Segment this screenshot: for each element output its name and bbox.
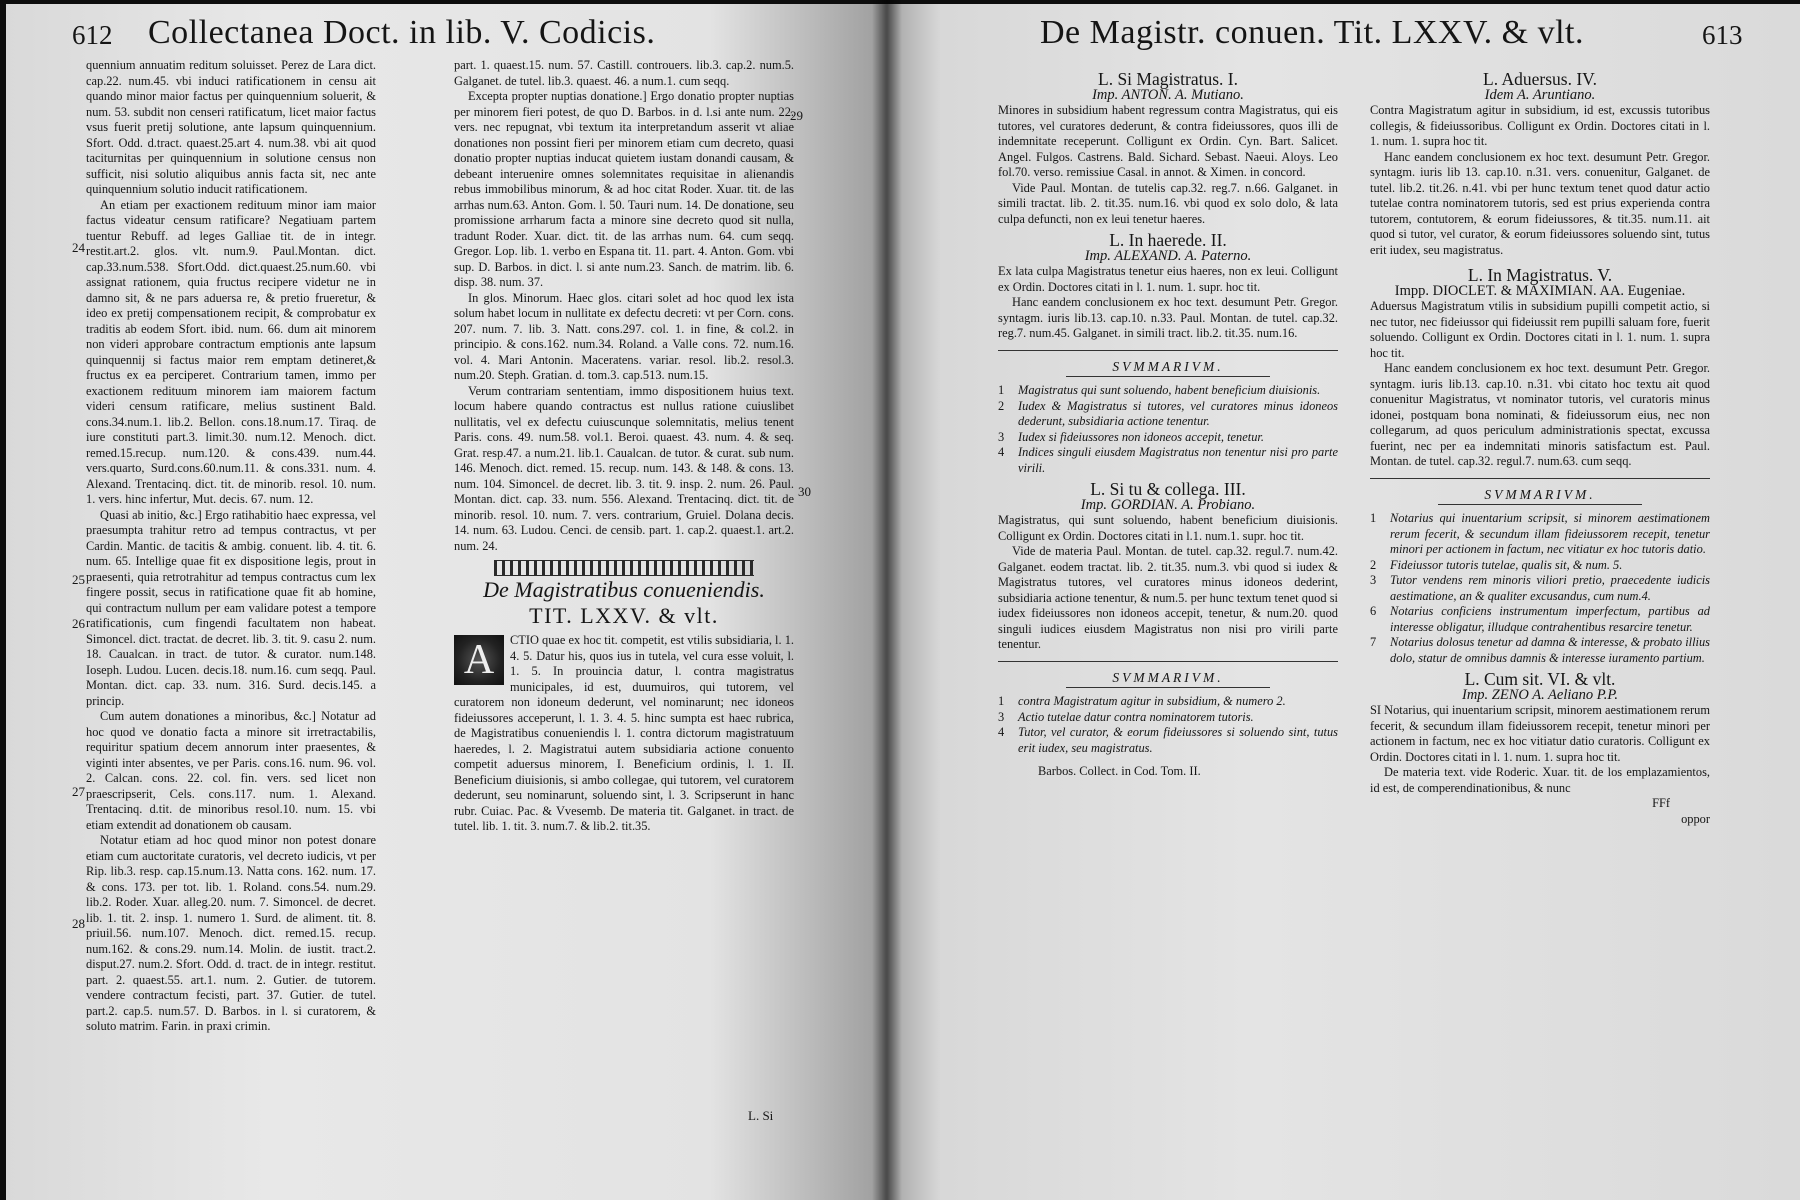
rule	[1438, 504, 1642, 505]
summary-item: 6 Notarius conficiens instrumentum imperfectum, partibus ad interesse obligatur, illudque contrahentibus resarcire tenetur.	[1370, 604, 1710, 634]
right-column-1	[998, 69, 1338, 780]
paragraph: Ex lata culpa Magistratus tenetur eius haeres, non ex leui. Colligunt ex Ordin. Doctores citati in l. 1. num. 1. supr. hoc tit.	[998, 264, 1338, 294]
margin-number: 30	[798, 484, 811, 499]
summary-label: SVMMARIVM.	[1484, 486, 1596, 502]
summary-item: 3 Iudex si fideiussores non idoneos accepit, tenetur.	[998, 429, 1264, 444]
paragraph: Notatur etiam ad hoc quod minor non potest donare etiam cum auctoritate curatoris, vel decreto iudicis, vt per Rip. lib.3. resp. cap.15.num.13. Natta cons. 162. num. 17. & cons. 173. per tot. lib. 1. Roland. cons.54. num.29. lib.2. Roder. Xuar. alleg.20. num. 7. Simoncel. de decret. lib. 1. tit. 2. insp. 1. numero 1. Surd. de aliment. tit. 8. priuil.56. num.107. Menoch. dict. remed.15. recup. num.162. & cons.29. num.14. Molin. de iustit. tract.2. disput.27. num.2. Sfort. Odd. d. tract. de in integr. restitut. part. 2. quaest.55. art.1. num. 2. Gutier. de tutorem. vendere contractum fecisti, part. 37. Gutier. de tutel. part.2. cap.5. num.57. D. Barbos. in l. si curatorem, & soluto matrim. Farin. in praxi crimin.	[86, 833, 376, 1033]
summary-item: 7 Notarius dolosus tenetur ad damna & interesse, & probato illius dolo, statur de omnibus damnis & interesse iuramento partium.	[1370, 635, 1710, 665]
paragraph: Vide Paul. Montan. de tutelis cap.32. reg.7. n.66. Galganet. in simili tractat. lib. 2. tit.35. num.16. vbi quod ex solo dolo, & lata culpa defuncti, non ex leui tenetur haeres.	[998, 180, 1338, 226]
right-page	[886, 4, 1800, 1200]
ornament-divider	[494, 560, 754, 576]
right-column-2	[1370, 69, 1710, 827]
paragraph: Hanc eandem conclusionem ex hoc text. desumunt Petr. Gregor. syntagm. iuris lib 13. cap.10. n.31. vers. conuenitur, Galganet. de tutel. lib.2. tit.26. n.41. vbi per hunc textum tenet quod datur actio tutelae contra nominatorem tutoris, sed est prius experienda contra tutorem, contutorem, & eorum fideiussores, & tit.35. num.11. ait quod si tutor, vel curator, & eorum fideiussores soluendo sint, tutus erit iudex, seu magistratus.	[1370, 149, 1710, 257]
section-title: L. In Magistratus. V.	[1467, 265, 1613, 285]
rule	[998, 661, 1338, 662]
paragraph: Contra Magistratum agitur in subsidium, id est, excussis tutoribus collegis, & fideiussoribus. Colligunt ex Ordin. Doctores citati in l. 1. num. 1. supra hoc tit.	[1370, 103, 1710, 148]
summary-item: 1 Notarius qui inuentarium scripsit, si minorem aestimationem rerum fecerit, & secundum illam fideiussorem recepit, tenetur minori per actionem in factum, nec vitiatur ex hoc tutoris datio.	[1370, 511, 1710, 556]
left-column-2	[454, 58, 794, 835]
paragraph: In glos. Minorum. Haec glos. citari solet ad hoc quod lex ista solum habet locum in nullitate ex defectu decreti: vt per Corn. cons. 207. num. 7. lib. 3. Natt. cons.297. col. 1. in fine, & col.2. in principio. & cons.162. num.34. Roland. a Valle cons. 72. num.16. vol. 4. Mari Antonin. Maceratens. variar. resol. lib.2. resol.3. num.20. Steph. Gratian. d. tom.3. cap.513. num.15.	[454, 290, 794, 382]
section-title: L. In haerede. II.	[1109, 230, 1227, 250]
paragraph: Minores in subsidium habent regressum contra Magistratus, qui eis tutores, vel curatores dederunt, & contra fideiussores, quos illi de indemnitate receperunt. Colligunt ex Ordin. Cyn. Bart. Salicet. Angel. Fulgos. Castrens. Bald. Sichard. Sebast. Naeui. Aloys. Leo fol.70. verso. remissiue Casal. in annot. & Ximen. in concord.	[998, 103, 1338, 179]
emperor-line: Impp. DIOCLET. & MAXIMIAN. AA. Eugeniae.	[1394, 282, 1686, 299]
summary-item: 3 Tutor vendens rem minoris viliori pretio, praecedente iudicis aestimatione, an & qualiter excusandus, cum num.4.	[1370, 573, 1710, 603]
margin-number: 27	[72, 784, 85, 799]
title-heading: De Magistratibus conueniendis.	[483, 577, 765, 602]
margin-number: 26	[72, 616, 85, 631]
title-text-body: CTIO quae ex hoc tit. competit, est vtilis subsidiaria, l. 1. 4. 5. Datur his, quos ius in tutela, vel cura esse voluit, l. 1. 5. In prouincia datur, l. contra magistratus municipales, id est, duumuiros, qui tutorem, vel curatorem non idoneum dederunt, vel nominarunt; nec idoneos fideiussores acceperunt, l. 1. 3. 4. 5. hinc sumpta est haec rubrica, de Magistratibus conueniendis l. 1. contra dictorum magistratuum haeredes, l. 2. Magistratui autem subsidiaria actione conuento competit aduersus minorem, I. Beneficium ordinis, l. 1. II. Beneficium diuisionis, si ambo collegae, qui tutorem, vel curatorem dederunt, seu nominarunt, soluendo sint, l. 3. Scripserunt in hanc rubr. Cuiac. Pac. & Vvesemb. De materia tit. Galganet. in tract. de tutel. lib. 1. tit. 3. num.7. & lib.2. tit.35.	[454, 633, 794, 833]
summary-item: 2 Fideiussor tutoris tutelae, qualis sit, & num. 5.	[1370, 557, 1623, 572]
paragraph: Hanc eandem conclusionem ex hoc text. desumunt Petr. Gregor. syntagm. iuris lib.13. cap.10. n.31. vbi citato hoc textu ait quod conuenitur Magistratus, vt nominator tutoris, vel curatoris minus idonei, postquam bona nominati, & fideiussorum eius, nec non collegarum, ad quos periculum administrationis spectat, excussa fuerint, nec per ea indemnitati minoris satisfactum est. Paul. Montan. de tutel. cap.32. regul.7. num.63. cum seqq.	[1370, 361, 1710, 468]
paragraph: Verum contrariam sententiam, immo dispositionem huius text. locum habere quando contractus est nullus ratione cuiuslibet nullitatis, vel ex defectu cuiuscunque solemnitatis, melius tenent Paris. cons. 49. num.58. vol.1. Beroi. quaest. 43. num. 4. & seq. Grat. resp.47. a num.21. lib.1. Caualcan. de tutor. & curat. sub num. 146. Menoch. dict. remed. 15. recup. num. 143. & 148. & cons. 13. num. 104. Simoncel. de decret. lib. 3. tit. 9. insp. 2. num. 26. Paul. Montan. dict. cap. 33. num. 556. Alexand. Trentacinq. dict. tit. de minorib. resol. 10. num. 7. vers. contrarium, Gruiel. Dolana decis. 14. num. 63. Ludou. Cenci. de censib. part. 1. cap.2. quaest.1. art.2. num. 24.	[454, 383, 794, 553]
paragraph: An etiam per exactionem redituum minor iam maior factus videatur censum ratificare? Negatiuam partem tuentur Rebuff. ad leges Galliae tit. de in integr. restit.art.2. glos. vlt. num.9. Paul.Montan. dict. cap.33.num.538. Sfort.Odd. dict.quaest.25.num.60. vbi assignat rationem, quia fructus recipere videtur ne in damno sit, & ne pars aduersa re, & pretio frueretur, & ideo ex pretij compensationem recipit, & comprobatur ex traditis ab eodem Sfort. ibid. num. 66. dum ait minorem non videri approbare contractum emptionis ante lapsum quinquennij si factus maior rem emptam detineret,& fructus ex ea perciperet. Contrarium tamen, immo per exactionem redituum minorem iam maiorem factum videri censum ratificare, melius sustinent Bald. cons.34.num.1. lib.2. Bellon. cons.18.num.17. Tiraq. de iure constituti part.3. limit.30. num.12. Menoch. dict. remed.15.recup. num.120. & cons.439. num.44. vers.quarto, Surd.cons.60.num.11. & cons.331. num. 4. Alexand. Trentacinq. dict. tit. de minorib. resol. 10. num. 1. vers. hinc infertur, Mut. decis. 67. num. 12.	[86, 197, 376, 506]
catchword: oppor	[1681, 811, 1710, 826]
margin-number: 25	[72, 572, 85, 587]
summary-item: 3 Actio tutelae datur contra nominatorem tutoris.	[998, 709, 1254, 724]
summary-item: 1 Magistratus qui sunt soluendo, habent beneficium diuisionis.	[998, 383, 1321, 397]
rule	[1066, 376, 1270, 377]
rule	[1370, 478, 1710, 479]
paragraph: De materia text. vide Roderic. Xuar. tit. de los emplazamientos, id est, de comperendinationibus, & nunc	[1370, 765, 1710, 795]
paragraph: Cum autem donationes a minoribus, &c.] Notatur ad hoc quod ve donatio facta a minore sit irretractabilis, requiritur spatium decem annorum inter praesentes, & viginti inter absentes, ve per Paris. cons.16. num. 96. vol. 2. Calcan. cons. 22. col. fin. vers. sed licet non praescripserit, Cels. cons.117. num. 1. Alexand. Trentacinq. d.tit. de minoribus resol.10. num. 15. vbi etiam extendit ad donationem ob causam.	[86, 709, 376, 832]
margin-number: 28	[72, 916, 85, 931]
summary-item: 4 Tutor, vel curator, & eorum fideiussores si soluendo sint, tutus erit iudex, seu magistratus.	[998, 725, 1338, 755]
summary-item: 1 contra Magistratum agitur in subsidium, & numero 2.	[998, 694, 1286, 708]
summary-label: SVMMARIVM.	[1112, 358, 1224, 374]
section-title: L. Aduersus. IV.	[1483, 69, 1597, 89]
paragraph: part. 1. quaest.15. num. 57. Castill. controuers. lib.3. cap.2. num.5. Galganet. de tutel. lib.3. quaest. 46. a num.1. cum seqq.	[454, 58, 794, 88]
title-text	[454, 633, 794, 835]
margin-number: 24	[72, 240, 85, 255]
emperor-line: Imp. ALEXAND. A. Paterno.	[1084, 247, 1252, 264]
left-page-number: 612	[72, 20, 113, 50]
left-column-1	[86, 58, 376, 1035]
rule	[1066, 687, 1270, 688]
paragraph: Magistratus, qui sunt soluendo, habent beneficium diuisionis. Colligunt ex Ordin. Doctores citati in l.1. num.1. supr. hoc tit.	[998, 513, 1338, 543]
margin-number: 29	[790, 108, 803, 123]
signature-mark: FFf	[1652, 796, 1670, 810]
right-running-head: De Magistr. conuen. Tit. LXXV. & vlt.	[1040, 14, 1584, 51]
catchword: L. Si	[748, 1108, 774, 1123]
title-number: TIT. LXXV. & vlt.	[529, 602, 719, 628]
paragraph: Excepta propter nuptias donatione.] Ergo donatio propter nuptias per minorem fieri potest, de quo D. Barbos. in d. l.si ante num. 22. vers. nec repugnat, vbi textum ita interpretandum asserit vt aliae donationes non possint fieri per minorem etiam cum decreto, quasi donatio propter nuptias inducat quietem iustam donandi causam, & debeant interuenire omnes solemnitates requisitae in alienandis rebus immobilibus minorum, & ad hoc citat Roder. Xuar. tit. de las arrhas num.63. Anton. Gom. l. 50. Tauri num. 14. De donatione, seu promissione arrharum facta a minore sine decreto quod sit nulla, tradunt Roder. Xuar. dict. tit. de las arrhas num. 64. cum seqq. Gregor. Lop. lib. 1. verbo en Espana tit. 11. part. 4. Anton. Gom. vbi sup. D. Barbos. in dict. l. si ante num.23. Sanch. de matrim. lib. 6. disp. 38. num. 37.	[454, 89, 794, 289]
paragraph: Vide de materia Paul. Montan. de tutel. cap.32. regul.7. num.42. Galganet. eodem tractat. lib. 2. tit.35. num.3. vbi quod si iudex & Magistratus tutores, vel curatores minus idoneos dederint, subsidiaria actione tenentur, & num.5. per hunc textum tenet quod si iudex fideiussores non idoneos accepit, tenetur, & num.20. quod singuli iudices eiusdem Magistratus non nisi pro virili parte tenentur.	[998, 544, 1338, 651]
emperor-line: Imp. GORDIAN. A. Probiano.	[1080, 496, 1256, 513]
left-page	[6, 4, 886, 1200]
summary-label: SVMMARIVM.	[1112, 669, 1224, 685]
rule	[998, 350, 1338, 351]
emperor-line: Imp. ANTON. A. Mutiano.	[1092, 86, 1244, 103]
emperor-line: Imp. ZENO A. Aeliano P.P.	[1461, 686, 1619, 703]
signature-mark: Barbos. Collect. in Cod. Tom. II.	[1038, 764, 1201, 778]
left-running-head: Collectanea Doct. in lib. V. Codicis.	[148, 14, 656, 51]
book-gutter	[872, 0, 902, 1200]
section-title: L. Si tu & collega. III.	[1090, 479, 1246, 499]
section-title: L. Si Magistratus. I.	[1098, 69, 1238, 89]
paragraph: SI Notarius, qui inuentarium scripsit, minorem aestimationem rerum fecerit, & secundum illam fideiussorem recepit, tenetur minori per actionem in factum, nec ex hoc vitiatur datio curatoris. Colligunt ex Ordin. Doctores citati in l. 1. num. 1. supra hoc tit.	[1370, 703, 1710, 764]
paragraph: Quasi ab initio, &c.] Ergo ratihabitio haec expressa, vel praesumpta trahitur retro ad tempus contractus, vt per Cardin. Mantic. de tacitis & ambig. conuent. lib. 4. tit. 6. num. 65. Intellige quae fit ex dispositione legis, prout in praesenti, quia retrotrahitur ad tempus contractus cum lex fingere possit, secus in ratificatione quae fit ab homine, qui contractum nullum per eam validare potest a tempore ratificationis, cum fingendi facultatem non habeat. Simoncel. dict. tractat. de decret. lib. 3. tit. 9. casu 2. num. 18. Caualcan. in tract. de tutor. & curator. num.148. Ioseph. Ludou. Lucen. decis.18. num.16. cum seqq. Paul. Montan. dict. cap. 33. num. 316. Surd. decis.145. a princip.	[86, 507, 376, 708]
decorated-initial: A	[454, 635, 504, 685]
paragraph: Aduersus Magistratum vtilis in subsidium pupilli competit actio, si nec tutor, nec fideiussor qui fideiussit rem pupilli saluam fore, fuerit soluendo. Colligunt ex Ordin. Doctores citati in l. 1. num. 1. supra hoc tit.	[1370, 299, 1710, 360]
paragraph: quennium annuatim reditum soluisset. Perez de Lara dict. cap.22. num.45. vbi induci ratificationem in censu ait quando minor maior factus per quinquennium soluerit, & num. 53. subdit non censeri ratificatum, licet maior factus vsus fuerit pretij solutione, ante lapsum quinquennium. Sfort. Odd. d.tract. quaest.25.art 4. num.38. vbi ait quod taciturnitas per quinquennium in solutione census non sufficit, nisi solutio aliquibus annis facta sit, nec ante quinquennium solutio inducit ratificationem.	[86, 58, 376, 196]
paragraph: Hanc eandem conclusionem ex hoc text. desumunt Petr. Gregor. syntagm. iuris lib.13. cap.10. n.33. Paul. Montan. de tutel. cap.32. reg.7. num.45. Galganet. in simili tract. lib.2. tit.35. num.16.	[998, 295, 1338, 340]
right-page-number: 613	[1702, 20, 1743, 50]
summary-item: 2 Iudex & Magistratus si tutores, vel curatores minus idoneos dederunt, subsidiaria actione tenentur.	[998, 398, 1338, 428]
summary-item: 4 Indices singuli eiusdem Magistratus non tenentur nisi pro parte virili.	[998, 445, 1338, 475]
section-title: L. Cum sit. VI. & vlt.	[1464, 669, 1616, 689]
emperor-line: Idem A. Aruntiano.	[1484, 86, 1596, 103]
